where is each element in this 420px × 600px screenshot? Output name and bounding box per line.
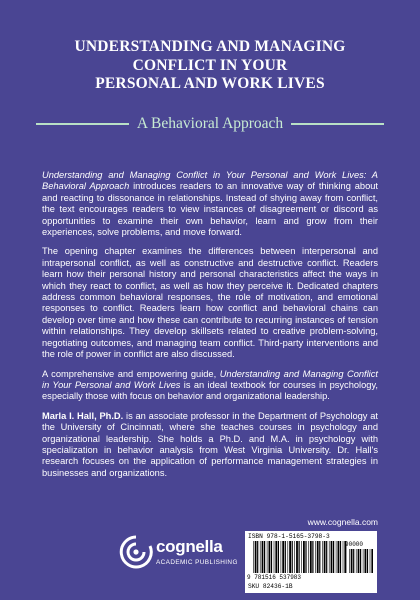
cognella-logo-icon: [118, 534, 154, 570]
title-line: UNDERSTANDING AND MANAGING: [74, 38, 346, 55]
barcode-digits: 9 781516 537983: [247, 574, 302, 581]
price-barcode-icon: [349, 549, 373, 573]
publisher-logo: [118, 534, 238, 574]
subtitle-row: [36, 113, 384, 135]
title-line: CONFLICT IN YOUR: [132, 56, 288, 74]
subtitle-rule-left: [36, 123, 129, 125]
publisher-tagline: ACADEMIC PUBLISHING: [156, 559, 238, 566]
author-name: Marla I. Hall, Ph.D.: [42, 410, 124, 421]
publisher-website: www.cognella.com: [307, 517, 378, 527]
author-bio: [42, 411, 378, 479]
blurb-summary-title: Understanding and Managing Conflict in Your Personal and Work Lives: [42, 368, 378, 390]
price-code: 90000: [345, 541, 364, 548]
isbn-text: ISBN 978-1-5165-3798-3: [248, 533, 330, 540]
book-title: [20, 38, 400, 94]
blurb-paragraph-intro: [42, 170, 378, 238]
subtitle-rule-right: [291, 123, 384, 125]
barcode-box: [245, 531, 377, 593]
publisher-name: cognella: [156, 537, 223, 556]
book-subtitle: A Behavioral Approach: [136, 115, 284, 132]
blurb-paragraph-chapters: The opening chapter examines the differences between interpersonal and intrapersonal conflict, as well as constructive and destructive conflict. Readers learn how their personal history and personal characteristics affect the ways in which they react to conflict, as well as how they perceive it. Dedicated chapters address common behavioral responses, the role of motivation, and emotional responses to conflict. Readers learn how conflict and behavioral chains can develop over time and how these can contribute to recurring instances of tension within relationships. They develop skillsets related to creative problem-solving, negotiating outcomes, and managing team conflict. Third-party interventions and the role of power in conflict are also discussed.: [42, 246, 378, 360]
title-line: PERSONAL AND WORK LIVES: [95, 75, 325, 92]
blurb-book-title: Understanding and Managing Conflict in Your Personal and Work Lives: A Behavioral Approach: [42, 170, 378, 192]
blurb: [42, 170, 378, 487]
blurb-paragraph-summary: [42, 369, 378, 403]
sku-text: SKU 82436-1B: [248, 583, 293, 590]
barcode-icon: [253, 541, 347, 573]
blurb-summary-lead: A comprehensive and empowering guide,: [42, 368, 220, 379]
blurb-summary-text: is an ideal textbook for courses in psychology, especially those with focus on behavior and organizational leadership.: [42, 379, 378, 402]
author-bio-text: is an associate professor in the Department of Psychology at the University of Cincinnati, where she teaches courses in psychology and organizational leadership. She holds a Ph.D. and M.A. in psychology with specialization in behavior analysis from West Virginia University. Dr. Hall's research focuses on the application of performance management strategies in businesses and organizations.: [42, 410, 378, 478]
blurb-intro-text: introduces readers to an innovative way of thinking about and reacting to dissonance in relationships. Instead of shying away from conflict, the text encourages readers to view instances of disagreement or discord as opportunities to examine their own behavior, learn and grow from their experiences, solve problems, and move forward.: [42, 181, 378, 238]
